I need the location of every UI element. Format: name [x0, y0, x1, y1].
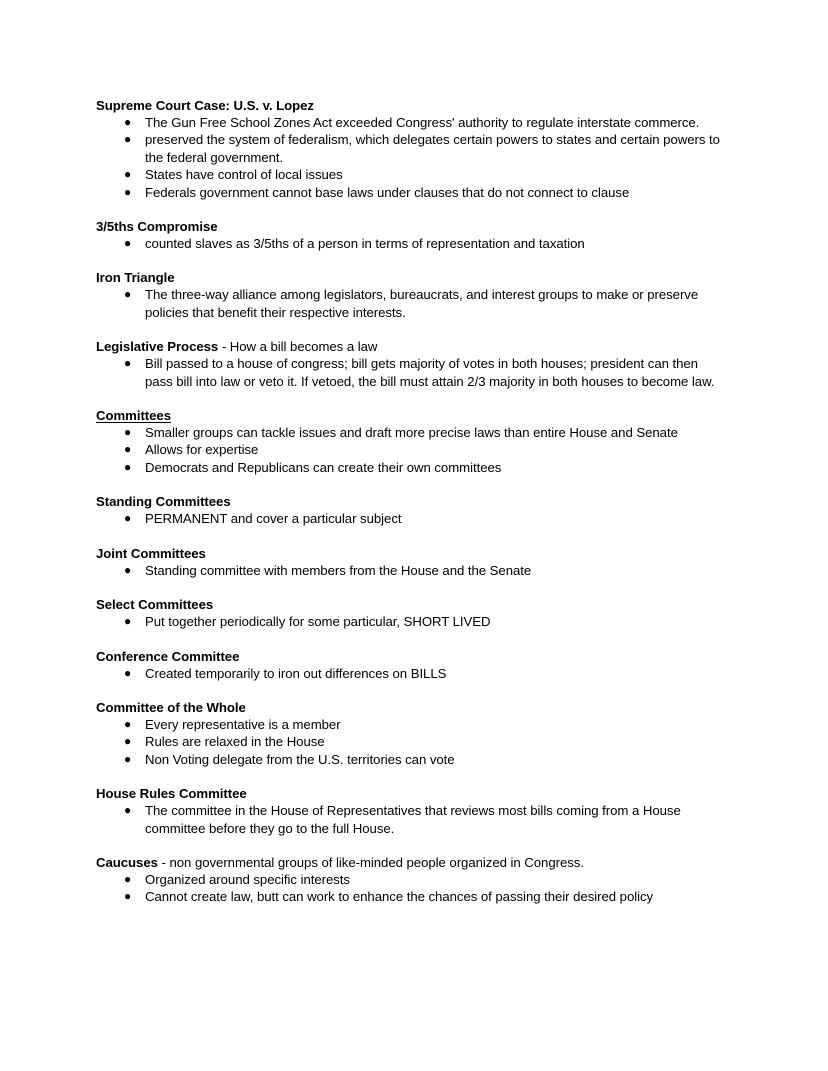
bullet-list	[96, 286, 721, 321]
bullet-point-icon: ●	[124, 115, 132, 129]
bullet-item	[96, 424, 721, 441]
bullet-item	[96, 114, 721, 131]
bullet-list	[96, 424, 721, 476]
section-heading-title: Iron Triangle	[96, 270, 175, 286]
bullet-item	[96, 888, 721, 905]
section-heading-title: Committees	[96, 408, 171, 424]
bullet-item	[96, 613, 721, 630]
bullet-text: The committee in the House of Representatives that reviews most bills coming from a House committee before they go to the full House.	[145, 803, 681, 836]
bullet-point-icon: ●	[124, 425, 132, 440]
bullet-item	[96, 355, 721, 390]
section-heading-title: Legislative Process	[96, 339, 219, 355]
bullet-text: Democrats and Republicans can create their own committees	[145, 459, 502, 475]
bullet-point-icon: ●	[124, 236, 132, 251]
bullet-point-icon: ●	[124, 167, 132, 182]
section-heading	[96, 218, 721, 235]
section-heading-title: Joint Committees	[96, 545, 206, 561]
bullet-point-icon: ●	[124, 614, 132, 629]
bullet-item	[96, 459, 721, 476]
bullet-text: counted slaves as 3/5ths of a person in terms of representation and taxation	[145, 236, 585, 252]
bullet-item	[96, 166, 721, 183]
bullet-list	[96, 114, 721, 201]
bullet-text: States have control of local issues	[145, 167, 343, 183]
bullet-text: preserved the system of federalism, which delegates certain powers to states and certain powers to the federal government.	[145, 132, 720, 165]
notes-section	[96, 269, 721, 321]
bullet-point-icon: ●	[124, 442, 132, 457]
bullet-point-icon: ●	[124, 734, 132, 749]
notes-section	[96, 648, 721, 682]
notes-section	[96, 545, 721, 579]
bullet-list	[96, 802, 721, 837]
bullet-text: Standing committee with members from the House and the Senate	[145, 562, 532, 578]
section-heading-title: Committee of the Whole	[96, 699, 246, 715]
notes-section	[96, 854, 721, 906]
section-heading	[96, 854, 721, 871]
bullet-item	[96, 716, 721, 733]
bullet-list	[96, 510, 721, 527]
bullet-item	[96, 184, 721, 201]
bullet-point-icon: ●	[124, 803, 132, 818]
bullet-list	[96, 716, 721, 768]
section-heading-subtitle: - non governmental groups of like-minded people organized in Congress.	[157, 854, 584, 870]
section-heading-title: 3/5ths Compromise	[96, 219, 218, 235]
bullet-item	[96, 510, 721, 527]
section-heading	[96, 545, 721, 562]
bullet-point-icon: ●	[124, 562, 132, 577]
section-heading-subtitle: - How a bill becomes a law	[218, 339, 378, 355]
section-heading-title: Conference Committee	[96, 648, 240, 664]
bullet-text: Cannot create law, butt can work to enhance the chances of passing their desired policy	[145, 889, 654, 905]
bullet-text: Smaller groups can tackle issues and draft more precise laws than entire House and Senate	[145, 425, 678, 441]
notes-section	[96, 218, 721, 252]
bullet-text: The Gun Free School Zones Act exceeded Congress' authority to regulate interstate commerce.	[145, 115, 700, 130]
section-heading	[96, 269, 721, 286]
section-heading	[96, 338, 721, 355]
bullet-text: Organized around specific interests	[145, 871, 350, 887]
notes-section	[96, 97, 721, 201]
section-heading	[96, 97, 721, 114]
bullet-item	[96, 131, 721, 166]
bullet-point-icon: ●	[124, 459, 132, 474]
section-heading	[96, 493, 721, 510]
notes-section	[96, 338, 721, 390]
notes-section	[96, 596, 721, 630]
section-heading	[96, 407, 721, 424]
notes-section	[96, 493, 721, 527]
bullet-item	[96, 802, 721, 837]
bullet-item	[96, 441, 721, 458]
section-heading	[96, 785, 721, 802]
bullet-list	[96, 235, 721, 252]
bullet-text: Allows for expertise	[145, 442, 259, 458]
bullet-text: Bill passed to a house of congress; bill gets majority of votes in both houses; president can then pass bill into law or veto it. If vetoed, the bill must attain 2/3 majority in both houses to become law.	[145, 356, 715, 389]
section-heading-title: Caucuses	[96, 854, 158, 870]
section-heading	[96, 648, 721, 665]
bullet-text: Put together periodically for some particular, SHORT LIVED	[145, 614, 491, 630]
bullet-item	[96, 733, 721, 750]
bullet-list	[96, 613, 721, 630]
bullet-item	[96, 235, 721, 252]
bullet-point-icon: ●	[124, 132, 132, 147]
bullet-point-icon: ●	[124, 665, 132, 680]
bullet-text: The three-way alliance among legislators, bureaucrats, and interest groups to make or preserve policies that benefit their respective interests.	[145, 287, 699, 320]
section-heading	[96, 596, 721, 613]
section-heading-title: Supreme Court Case: U.S. v. Lopez	[96, 98, 314, 113]
bullet-text: Rules are relaxed in the House	[145, 734, 325, 750]
bullet-point-icon: ●	[124, 751, 132, 766]
bullet-text: PERMANENT and cover a particular subject	[145, 511, 402, 527]
bullet-item	[96, 286, 721, 321]
bullet-point-icon: ●	[124, 356, 132, 371]
notes-section	[96, 699, 721, 768]
bullet-point-icon: ●	[124, 889, 132, 904]
bullet-item	[96, 871, 721, 888]
notes-content	[96, 97, 721, 906]
bullet-list	[96, 562, 721, 579]
bullet-item	[96, 562, 721, 579]
notes-section	[96, 407, 721, 476]
section-heading	[96, 699, 721, 716]
bullet-text: Every representative is a member	[145, 716, 341, 732]
bullet-text: Federals government cannot base laws under clauses that do not connect to clause	[145, 184, 630, 200]
bullet-point-icon: ●	[124, 184, 132, 199]
bullet-list	[96, 871, 721, 906]
bullet-item	[96, 751, 721, 768]
section-heading-title: Standing Committees	[96, 494, 231, 510]
bullet-point-icon: ●	[124, 287, 132, 302]
bullet-item	[96, 665, 721, 682]
bullet-text: Non Voting delegate from the U.S. territories can vote	[145, 751, 455, 767]
notes-section	[96, 785, 721, 837]
section-heading-title: Select Committees	[96, 597, 214, 613]
bullet-text: Created temporarily to iron out differences on BILLS	[145, 665, 447, 681]
bullet-point-icon: ●	[124, 871, 132, 886]
bullet-list	[96, 665, 721, 682]
bullet-list	[96, 355, 721, 390]
section-heading-title: House Rules Committee	[96, 786, 247, 802]
bullet-point-icon: ●	[124, 511, 132, 526]
bullet-point-icon: ●	[124, 716, 132, 731]
